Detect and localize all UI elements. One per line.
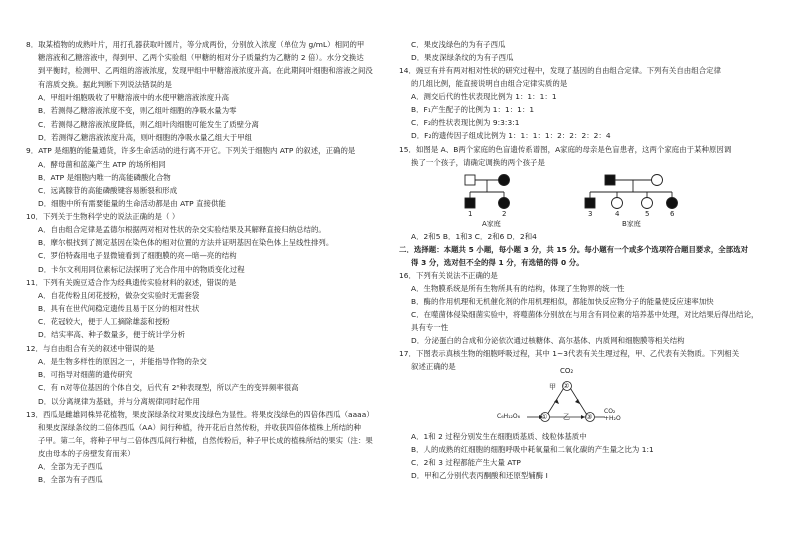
pedigree-female-affected — [499, 198, 510, 209]
text-line: 子甲。第二年，将种子甲与二倍体西瓜间行种植，自然传粉后，种子甲长成的植株所结的果实（注：果 — [38, 436, 373, 445]
text-line: 二．选择题：本题共 5 小题，每小题 3 分，共 15 分。每小题有一个或多个选项符合题目要求，全部选对 — [399, 245, 749, 254]
text-line: A．自花传粉且闭花授粉，做杂交实验时无需套袋 — [38, 291, 200, 300]
text-line: A．全部为无子西瓜 — [38, 462, 103, 471]
text-line: A．是生物多样性的原因之一，并能指导作物的杂交 — [38, 357, 207, 366]
text-line: B．人的成熟的红细胞的细胞呼吸中耗氧量和二氧化碳的产生量之比为 1:1 — [411, 445, 654, 454]
pedigree-female-normal — [612, 198, 623, 209]
pedigree-female-affected — [499, 175, 510, 186]
pedigree-male-normal — [465, 175, 475, 185]
text-line: A．甲组叶细胞吸收了甲糖溶液中的水使甲糖溶液浓度升高 — [38, 93, 230, 102]
text-line: B．酶的作用机理和无机催化剂的作用机理相似，都能加快反应物分子的能量使反应速率加快 — [411, 297, 714, 306]
text-line: 15．如图是 A、B两个家庭的色盲遗传系谱图，A家庭的母亲是色盲患者，这两个家庭由于某种原因调 — [399, 145, 732, 154]
text-line: A．自由组合定律是孟德尔根据两对相对性状的杂交实验结果及其解释直接归纳总结的。 — [38, 225, 326, 234]
diagram-substance-jia: 甲 — [549, 383, 556, 391]
text-line: 有溶质交换。据此判断下列说法错误的是 — [38, 80, 172, 89]
text-line: B．F₁产生配子的比例为 1：1：1：1 — [411, 105, 535, 114]
text-line: 换了一个孩子，请确定调换的两个孩子是 — [411, 158, 545, 167]
text-line: D．分泌蛋白的合成和分泌依次通过核糖体、高尔基体、内质网和细胞膜等相关结构 — [411, 336, 685, 345]
text-line: C．2和 3 过程都能产生大量 ATP — [411, 458, 521, 467]
pedigree-caption-a: A家庭 — [482, 220, 501, 228]
text-line: 13．西瓜是雌雄同株异花植物，果皮深绿条纹对果皮浅绿色为显性。将果皮浅绿色的四倍体西瓜（aaaa） — [26, 410, 374, 419]
pedigree-male-affected — [585, 198, 595, 208]
text-line: A．生物膜系统是所有生物所具有的结构，体现了生物界的统一性 — [411, 284, 625, 293]
text-line: C．花冠较大，便于人工摘除雄蕊和授粉 — [38, 317, 170, 326]
text-line: C．果皮浅绿色的为有子西瓜 — [411, 40, 506, 49]
pedigree-female-normal — [642, 198, 653, 209]
diagram-process-1: ① — [541, 413, 548, 421]
pedigree-label: 1 — [468, 210, 473, 218]
text-line: 8．取某植物的成熟叶片，用打孔器获取叶圆片，等分成两份，分别放入浓度（单位为 g/mL）相同的甲 — [26, 40, 365, 49]
diagram-output-h2o: +H₂O — [604, 415, 621, 422]
pedigree-male-affected — [605, 175, 615, 185]
pedigree-caption-b: B家庭 — [622, 220, 641, 228]
text-line: B．摩尔根找到了测定基因在染色体的相对位置的方法并证明基因在染色体上呈线性排列。 — [38, 238, 334, 247]
text-line: C．有 n对等位基因的个体自交，后代有 2ⁿ种表现型，所以产生的变异频率很高 — [38, 383, 299, 392]
left-column — [0, 0, 375, 543]
pedigree-male-affected — [465, 198, 475, 208]
pedigree-female-affected — [667, 198, 678, 209]
text-line: 和果皮深绿条纹的二倍体西瓜（AA）间行种植，待开花后自然传粉，并收获四倍体植株上所结的种 — [38, 423, 361, 432]
diagram-substance-yi: 乙 — [563, 413, 570, 421]
text-line: C．若测得乙糖溶液浓度降低，则乙组叶肉细胞可能发生了质壁分离 — [38, 120, 259, 129]
text-line: A．酵母菌和蓝藻产生 ATP 的场所相同 — [38, 160, 166, 169]
diagram-process-2: ② — [563, 382, 570, 390]
text-line: C．罗伯特森用电子显微镜看到了细胞膜的亮—暗—亮的结构 — [38, 251, 237, 260]
text-line: 16．下列有关说法不正确的是 — [399, 271, 498, 280]
diagram-co2-top: CO₂ — [560, 367, 574, 375]
right-column — [397, 0, 787, 543]
text-line: D．果皮深绿条纹的为有子西瓜 — [411, 53, 514, 62]
pedigree-label: 6 — [670, 210, 675, 218]
text-line: 的几组比例，能直接说明自由组合定律实质的是 — [411, 79, 568, 88]
text-line: C．F₂的性状表现比例为 9:3:3:1 — [411, 118, 520, 127]
pedigree-label: 3 — [588, 210, 593, 218]
text-line: D．以分离规律为基础，并与分离规律同时起作用 — [38, 397, 200, 406]
text-line: 具有专一性 — [411, 323, 449, 332]
text-line: D．卡尔文利用同位素标记法探明了光合作用中的物质变化过程 — [38, 265, 245, 274]
text-line: 12．与自由组合有关的叙述中错误的是 — [26, 344, 155, 353]
text-line: 到平衡时，检测甲、乙两组的溶液浓度，发现甲组中甲糖溶液浓度升高。在此期间叶细胞和溶液之间没 — [38, 66, 373, 75]
diagram-glucose: C₆H₁₂O₆ — [497, 413, 521, 420]
text-line: 11．下列有关豌豆适合作为经典遗传实验材料的叙述，错误的是 — [26, 278, 237, 287]
text-line: C．在噬菌体侵染细菌实验中，将噬菌体分别放在与用含有同位素的培养基中处理，对比结果后得出结论， — [411, 310, 759, 319]
text-line: B．ATP 是细胞内唯一的高能磷酸化合物 — [38, 173, 171, 182]
text-line: D．结实率高、种子数量多，便于统计学分析 — [38, 330, 186, 339]
text-line: A．2和5 B．1和3 C．2和6 D．2和4 — [411, 232, 537, 241]
pedigree-female-normal — [652, 175, 663, 186]
text-line: D．甲和乙分别代表丙酮酸和还原型辅酶 Ⅰ — [411, 471, 548, 480]
text-line: 9．ATP 是细胞的能量通货，许多生命活动的进行离不开它。下列关于细胞内 ATP 的叙述，正确的是 — [26, 146, 356, 155]
text-line: 17．下图表示真核生物的细胞呼吸过程，其中 1~3代表有关生理过程，甲、乙代表有关物质。下列相关 — [399, 349, 740, 358]
text-line: B．具有在世代间稳定遗传且易于区分的相对性状 — [38, 304, 200, 313]
diagram-output-co2: CO₂ — [604, 408, 616, 415]
text-line: 糖溶液和乙糖溶液中，得到甲、乙两个实验组（甲糖的相对分子质量约为乙糖的 2 倍）。水分交换达 — [38, 53, 364, 62]
text-line: 叙述正确的是 — [411, 362, 456, 371]
pedigree-diagram — [457, 172, 717, 224]
text-line: B．全部为有子西瓜 — [38, 475, 103, 484]
text-line: 得 3 分，选对但不全的得 1 分，有选错的得 0 分。 — [411, 258, 584, 267]
text-line: C．远离腺苷的高能磷酸键容易断裂和形成 — [38, 186, 178, 195]
text-line: D．F₂的遗传因子组成比例为 1：1：1：1：2：2：2：2：4 — [411, 131, 611, 140]
pedigree-label: 2 — [502, 210, 507, 218]
text-line: 14．豌豆有并有两对相对性状的研究过程中，发现了基因的自由组合定律。下列有关自由组合定律 — [399, 66, 722, 75]
text-line: 皮由母本的子房壁发育而来） — [38, 449, 135, 458]
text-line: D．若测得乙糖溶液浓度升高，则叶细胞的净吸水量乙组大于甲组 — [38, 133, 253, 142]
text-line: B．可指导对细菌的遗传研究 — [38, 370, 133, 379]
text-line: D．细胞中所有需要能量的生命活动都是由 ATP 直接供能 — [38, 199, 226, 208]
text-line: A．测交后代的性状表现比例为 1：1：1：1 — [411, 92, 557, 101]
text-line: 10．下列关于生物科学史的说法正确的是（ ） — [26, 212, 180, 221]
pedigree-label: 4 — [615, 210, 620, 218]
text-line: B．若测得乙糖溶液浓度不变，则乙组叶细胞的净吸水量为零 — [38, 106, 237, 115]
diagram-process-3: ③ — [586, 413, 593, 421]
text-line: A．1和 2 过程分别发生在细胞质基质、线粒体基质中 — [411, 432, 587, 441]
pedigree-label: 5 — [645, 210, 650, 218]
